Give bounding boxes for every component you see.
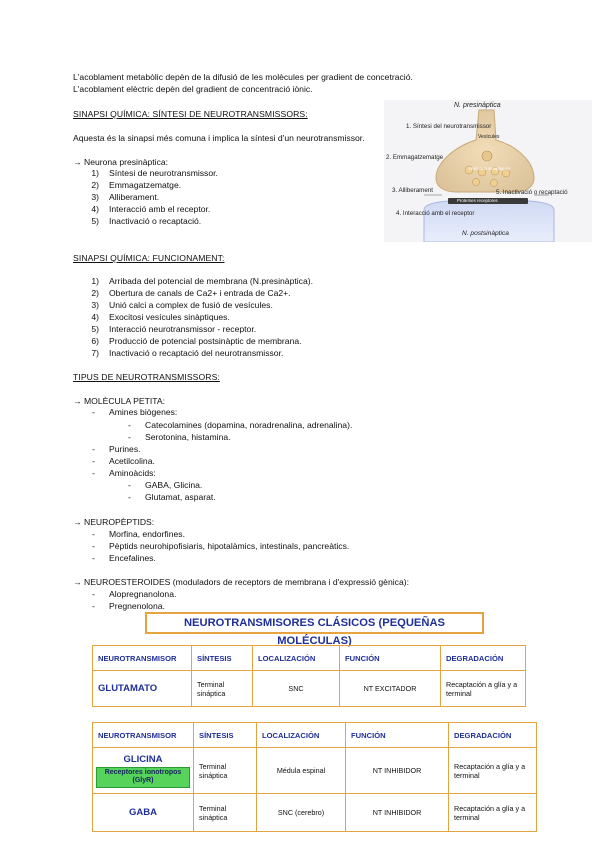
bullet-dash: - <box>92 529 95 539</box>
cell-name: GLUTAMATO <box>93 671 192 707</box>
cell-sintesis: Terminal sináptica <box>192 671 253 707</box>
label-vesicules: Vesícules <box>478 134 500 140</box>
gaba-glicina: GABA, Glicina. <box>145 480 203 490</box>
cell-localizacion: Médula espinal <box>257 748 346 794</box>
intro-line-1: L'acoblament metabòlic depèn de la difusió de les molècules per gradient de concetració. <box>73 72 413 82</box>
header-neurotransmisor: NEUROTRANSMISOR <box>93 646 192 671</box>
pregnenolona: Pregnenolona. <box>109 601 165 611</box>
sintesi-paragraph: Aquesta és la sinapsi més comuna i implica la síntesi d'un neurotransmissor. <box>73 133 365 143</box>
label-step-1 <box>406 123 491 130</box>
peptids: Pèptids neurohipofisiaris, hipotalàmics, intestinals, pancreàtics. <box>109 541 350 551</box>
synapse-illustration <box>384 100 592 242</box>
list-number: 2) <box>91 288 99 298</box>
bullet-dash: - <box>128 420 131 430</box>
heading-tipus: TIPUS DE NEUROTRANSMISSORS: <box>73 372 220 382</box>
list-item: Inactivació o recaptació. <box>109 216 202 226</box>
list-number: 2) <box>91 180 99 190</box>
bullet-dash: - <box>92 444 95 454</box>
list-item: Arribada del potencial de membrana (N.presinàptica). <box>109 276 313 286</box>
header-degradacion: DEGRADACIÓN <box>441 646 526 671</box>
cell-degradacion: Recaptación a glía y a terminal <box>449 748 537 794</box>
label-step-4: 4. Interacció amb el receptor <box>396 210 475 217</box>
cell-funcion: NT EXCITADOR <box>340 671 441 707</box>
cell-degradacion: Recaptación a glía y a terminal <box>441 671 526 707</box>
list-number: 7) <box>91 348 99 358</box>
header-neurotransmisor: NEUROTRANSMISOR <box>93 723 194 748</box>
header-sintesis: SÍNTESIS <box>194 723 257 748</box>
bullet-dash: - <box>128 432 131 442</box>
list-number: 3) <box>91 300 99 310</box>
header-sintesis: SÍNTESIS <box>192 646 253 671</box>
molecula-petita: → MOLÈCULA PETITA: <box>73 396 166 406</box>
label-step-5: 5. Inactivació o recaptació <box>496 189 568 196</box>
neuroesteroides: → NEUROESTEROIDES (moduladors de receptors de membrana i d'expressió gènica): <box>73 577 409 587</box>
label-proteines-receptores: Proteïnes receptores <box>457 198 498 203</box>
list-item: Exocitosi vesícules sinàptiques. <box>109 312 230 322</box>
cell-funcion: NT INHIBIDOR <box>346 748 449 794</box>
table-header-row <box>93 723 537 748</box>
glutamato-table <box>92 645 526 707</box>
encefalines: Encefalines. <box>109 553 156 563</box>
list-number: 3) <box>91 192 99 202</box>
synapse-diagram <box>384 100 592 242</box>
bullet-dash: - <box>92 541 95 551</box>
table-row <box>93 748 537 794</box>
list-item: Emmagatzematge. <box>109 180 182 190</box>
list-number: 1) <box>91 276 99 286</box>
bullet-dash: - <box>128 480 131 490</box>
alopregnanolona: Alopregnanolona. <box>109 589 177 599</box>
list-item: Unió calci a complex de fusió de vesícules. <box>109 300 273 310</box>
aminoacids: Aminoàcids: <box>109 468 156 478</box>
amines-biogenes: Amines biògenes: <box>109 407 178 417</box>
header-funcion: FUNCIÓN <box>346 723 449 748</box>
table-title: NEUROTRANSMISORES CLÁSICOS (PEQUEÑAS MOLÉCULAS) <box>145 612 484 634</box>
bullet-dash: - <box>92 407 95 417</box>
label-step-1-text: 1. Síntesi del neurotransmissor <box>406 123 492 130</box>
catecolamines: Catecolamines (dopamina, noradrenalina, adrenalina). <box>145 420 353 430</box>
list-item: Alliberament. <box>109 192 160 202</box>
glutamat-asparat: Glutamat, asparat. <box>145 492 216 502</box>
table-header-row <box>93 646 526 671</box>
header-funcion: FUNCIÓN <box>340 646 441 671</box>
cell-localizacion: SNC <box>253 671 340 707</box>
glicina-name: GLICINA <box>123 753 163 765</box>
list-item: Obertura de canals de Ca2+ i entrada de Ca2+. <box>109 288 291 298</box>
label-step-2: 2. Emmagatzematge <box>386 154 444 161</box>
cell-degradacion: Recaptación a glía y a terminal <box>449 794 537 832</box>
acetilcolina: Acetilcolina. <box>109 456 155 466</box>
list-number: 5) <box>91 216 99 226</box>
purines: Purines. <box>109 444 141 454</box>
heading-sintesi: SINAPSI QUÍMICA: SÍNTESI DE NEUROTRANSMISSORS: <box>73 109 308 119</box>
header-localizacion: LOCALIZACIÓN <box>257 723 346 748</box>
list-number: 1) <box>91 168 99 178</box>
bullet-dash: - <box>92 456 95 466</box>
inhibitory-table <box>92 722 537 832</box>
header-degradacion: DEGRADACIÓN <box>449 723 537 748</box>
heading-funcionament: SINAPSI QUÍMICA: FUNCIONAMENT: <box>73 253 225 263</box>
bullet-dash: - <box>92 468 95 478</box>
list-number: 5) <box>91 324 99 334</box>
bullet-dash: - <box>92 553 95 563</box>
cell-funcion: NT INHIBIDOR <box>346 794 449 832</box>
bullet-dash: - <box>128 492 131 502</box>
header-localizacion: LOCALIZACIÓN <box>253 646 340 671</box>
label-postsinaptica: N. postsinàptica <box>462 230 509 237</box>
bullet-dash: - <box>92 589 95 599</box>
serotonina: Serotonina, histamina. <box>145 432 231 442</box>
neuropeptids: → NEUROPÈPTIDS: <box>73 517 155 527</box>
intro-line-2: L'acoblament elèctric depèn del gradient de concentració iònic. <box>73 84 313 94</box>
table-row <box>93 794 537 832</box>
cell-sintesis: Terminal sináptica <box>194 794 257 832</box>
cell-localizacion: SNC (cerebro) <box>257 794 346 832</box>
list-item: Síntesi de neurotransmissor. <box>109 168 218 178</box>
table-row <box>93 671 526 707</box>
cell-sintesis: Terminal sináptica <box>194 748 257 794</box>
cell-name: GABA <box>93 794 194 832</box>
bullet-dash: - <box>92 601 95 611</box>
list-number: 4) <box>91 312 99 322</box>
list-item: Inactivació o recaptació del neurotransmissor. <box>109 348 284 358</box>
receptores-badge: Receptores ionotropos (GlyR) <box>96 767 190 788</box>
label-presinaptica: N. presinàptica <box>454 102 501 109</box>
list-item: Interacció neurotransmissor - receptor. <box>109 324 257 334</box>
list-number: 6) <box>91 336 99 346</box>
list-item: Producció de potencial postsinàptic de membrana. <box>109 336 302 346</box>
label-step-3: 3. Alliberament <box>392 187 433 194</box>
label-vesicules-sinaptiques: Vesícules sinàptiques <box>468 166 511 171</box>
list-item: Interacció amb el receptor. <box>109 204 211 214</box>
morfina: Morfina, endorfines. <box>109 529 185 539</box>
list-number: 4) <box>91 204 99 214</box>
cell-name <box>93 748 194 794</box>
sintesi-lead: → Neurona presinàptica: <box>73 157 169 167</box>
